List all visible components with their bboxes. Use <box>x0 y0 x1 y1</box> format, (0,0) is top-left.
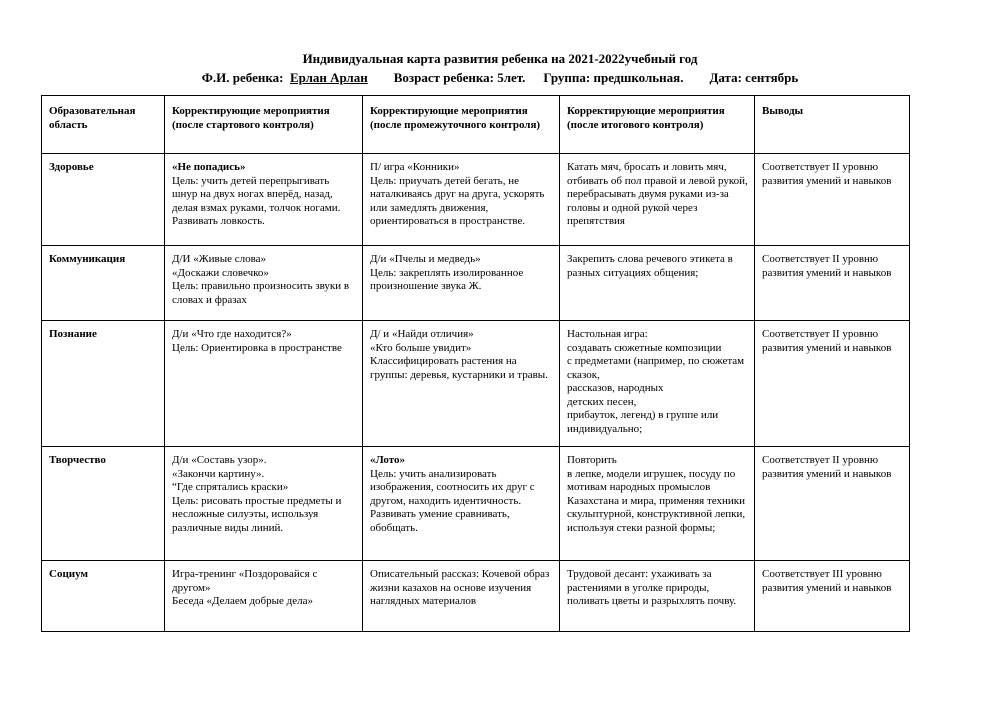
cell-line: «Закончи картину». <box>172 467 265 480</box>
page-title: Индивидуальная карта развития ребенка на 2021-2022учебный год <box>302 51 698 66</box>
cell-line: П/ игра «Конники» <box>370 161 460 173</box>
conclusion-cell: Соответствует II уровню развития умений и навыков <box>755 246 910 321</box>
final-cell <box>560 561 755 632</box>
cell-line: Беседа «Делаем добрые дела» <box>172 595 314 607</box>
cell-line: «Кто больше увидит» <box>370 341 472 354</box>
card-date: Дата: сентябрь <box>709 70 799 85</box>
cell-line: прибауток, легенд) в группе или индивидуально; <box>567 409 719 435</box>
mid-cell <box>363 561 560 632</box>
cell-line: «Доскажи словечко» <box>172 266 269 279</box>
final-cell <box>560 246 755 321</box>
conclusion-cell: Соответствует III уровню развития умений и навыков <box>755 561 910 632</box>
cell-line: рассказов, народных <box>567 382 664 394</box>
child-info <box>0 70 1000 86</box>
cell-line: детских песен, <box>567 395 637 408</box>
cell-line: Д/ и «Найди отличия» <box>370 328 474 340</box>
cell-line: «Не попадись» <box>172 161 246 173</box>
cell-line: Трудовой десант: ухаживать за растениями в уголке природы, поливать цветы и разрыхлять почву. <box>567 568 737 607</box>
cell-line: Д/и «Пчелы и медведь» <box>370 253 481 265</box>
final-cell <box>560 154 755 246</box>
cell-line: Цель: учить детей перепрыгивать шнур на двух ногах вперёд, назад, делая взмах руками, толчок ногами. Развивать ловкость. <box>172 174 341 227</box>
header-row <box>42 96 910 154</box>
conclusion-cell: Соответствует II уровню развития умений и навыков <box>755 154 910 246</box>
conclusion-cell: Соответствует II уровню развития умений и навыков <box>755 447 910 561</box>
cell-line: Настольная игра: <box>567 328 648 340</box>
cell-line: Цель: Ориентировка в пространстве <box>172 341 342 354</box>
area-cell: Познание <box>42 321 165 447</box>
development-table <box>41 95 910 632</box>
cell-line: Повторить <box>567 454 617 466</box>
cell-line: создавать сюжетные композиции <box>567 341 722 354</box>
header-conclusion: Выводы <box>755 96 910 154</box>
start-cell <box>165 246 363 321</box>
cell-line: Д/И «Живые слова» <box>172 253 267 265</box>
start-cell <box>165 447 363 561</box>
table-row <box>42 447 910 561</box>
cell-line: Закрепить слова речевого этикета в разных ситуациях общения; <box>567 253 733 279</box>
cell-line: Цель: правильно произносить звуки в словах и фразах <box>172 280 350 306</box>
cell-line: Описательный рассказ: Кочевой образ жизни казахов на основе изучения наглядных материалов <box>370 568 550 607</box>
child-group: Группа: предшкольная. <box>543 70 684 85</box>
start-cell <box>165 321 363 447</box>
mid-cell <box>363 447 560 561</box>
area-cell: Творчество <box>42 447 165 561</box>
cell-line: Катать мяч, бросать и ловить мяч, отбивать об пол правой и левой рукой, перебрасывать двумя руками из-за головы и одной рукой через препятствия <box>567 161 748 227</box>
header-mid: Корректирующие мероприятия (после промежуточного контроля) <box>363 96 560 154</box>
child-age: Возраст ребенка: 5лет. <box>393 70 526 85</box>
cell-line: Д/и «Составь узор». <box>172 454 267 466</box>
header-final: Корректирующие мероприятия (после итогового контроля) <box>560 96 755 154</box>
cell-line: “Где спрятались краски» <box>172 481 289 493</box>
table-row <box>42 321 910 447</box>
cell-line: Цель: рисовать простые предметы и несложные силуэты, используя различные виды линий. <box>172 494 342 534</box>
mid-cell <box>363 321 560 447</box>
table-row <box>42 561 910 632</box>
name-label: Ф.И. ребенка: <box>201 70 284 85</box>
table-row <box>42 246 910 321</box>
cell-line: в лепке, модели игрушек, посуду по мотивам народных промыслов Казахстана и мира, применяя техники скульптурной, конструктивной лепки, используя стеки разной формы; <box>567 467 746 534</box>
start-cell <box>165 154 363 246</box>
table-row <box>42 154 910 246</box>
cell-line: Д/и «Что где находится?» <box>172 328 292 340</box>
cell-line: Цель: учить анализировать изображения, соотносить их друг с другом, находить идентичность. Развивать умение сравнивать, обобщать. <box>370 467 535 534</box>
mid-cell <box>363 154 560 246</box>
cell-line: Игра-тренинг «Поздоровайся с другом» <box>172 568 318 594</box>
conclusion-cell: Соответствует II уровню развития умений и навыков <box>755 321 910 447</box>
cell-line: «Лото» <box>370 454 406 466</box>
cell-line: Классифицировать растения на группы: деревья, кустарники и травы. <box>370 355 548 381</box>
final-cell <box>560 447 755 561</box>
final-cell <box>560 321 755 447</box>
area-cell: Коммуникация <box>42 246 165 321</box>
area-cell: Здоровье <box>42 154 165 246</box>
start-cell <box>165 561 363 632</box>
child-name: Ерлан Арлан <box>290 70 368 85</box>
mid-cell <box>363 246 560 321</box>
cell-line: с предметами (например, по сюжетам сказок, <box>567 355 745 381</box>
header-start: Корректирующие мероприятия (после стартового контроля) <box>165 96 363 154</box>
cell-line: Цель: закреплять изолированное произношение звука Ж. <box>370 266 524 292</box>
area-cell: Социум <box>42 561 165 632</box>
cell-line: Цель: приучать детей бегать, не наталкиваясь друг на друга, ускорять или замедлять движения, ориентироваться в пространстве. <box>370 174 545 227</box>
header-area: Образовательная область <box>42 96 165 154</box>
